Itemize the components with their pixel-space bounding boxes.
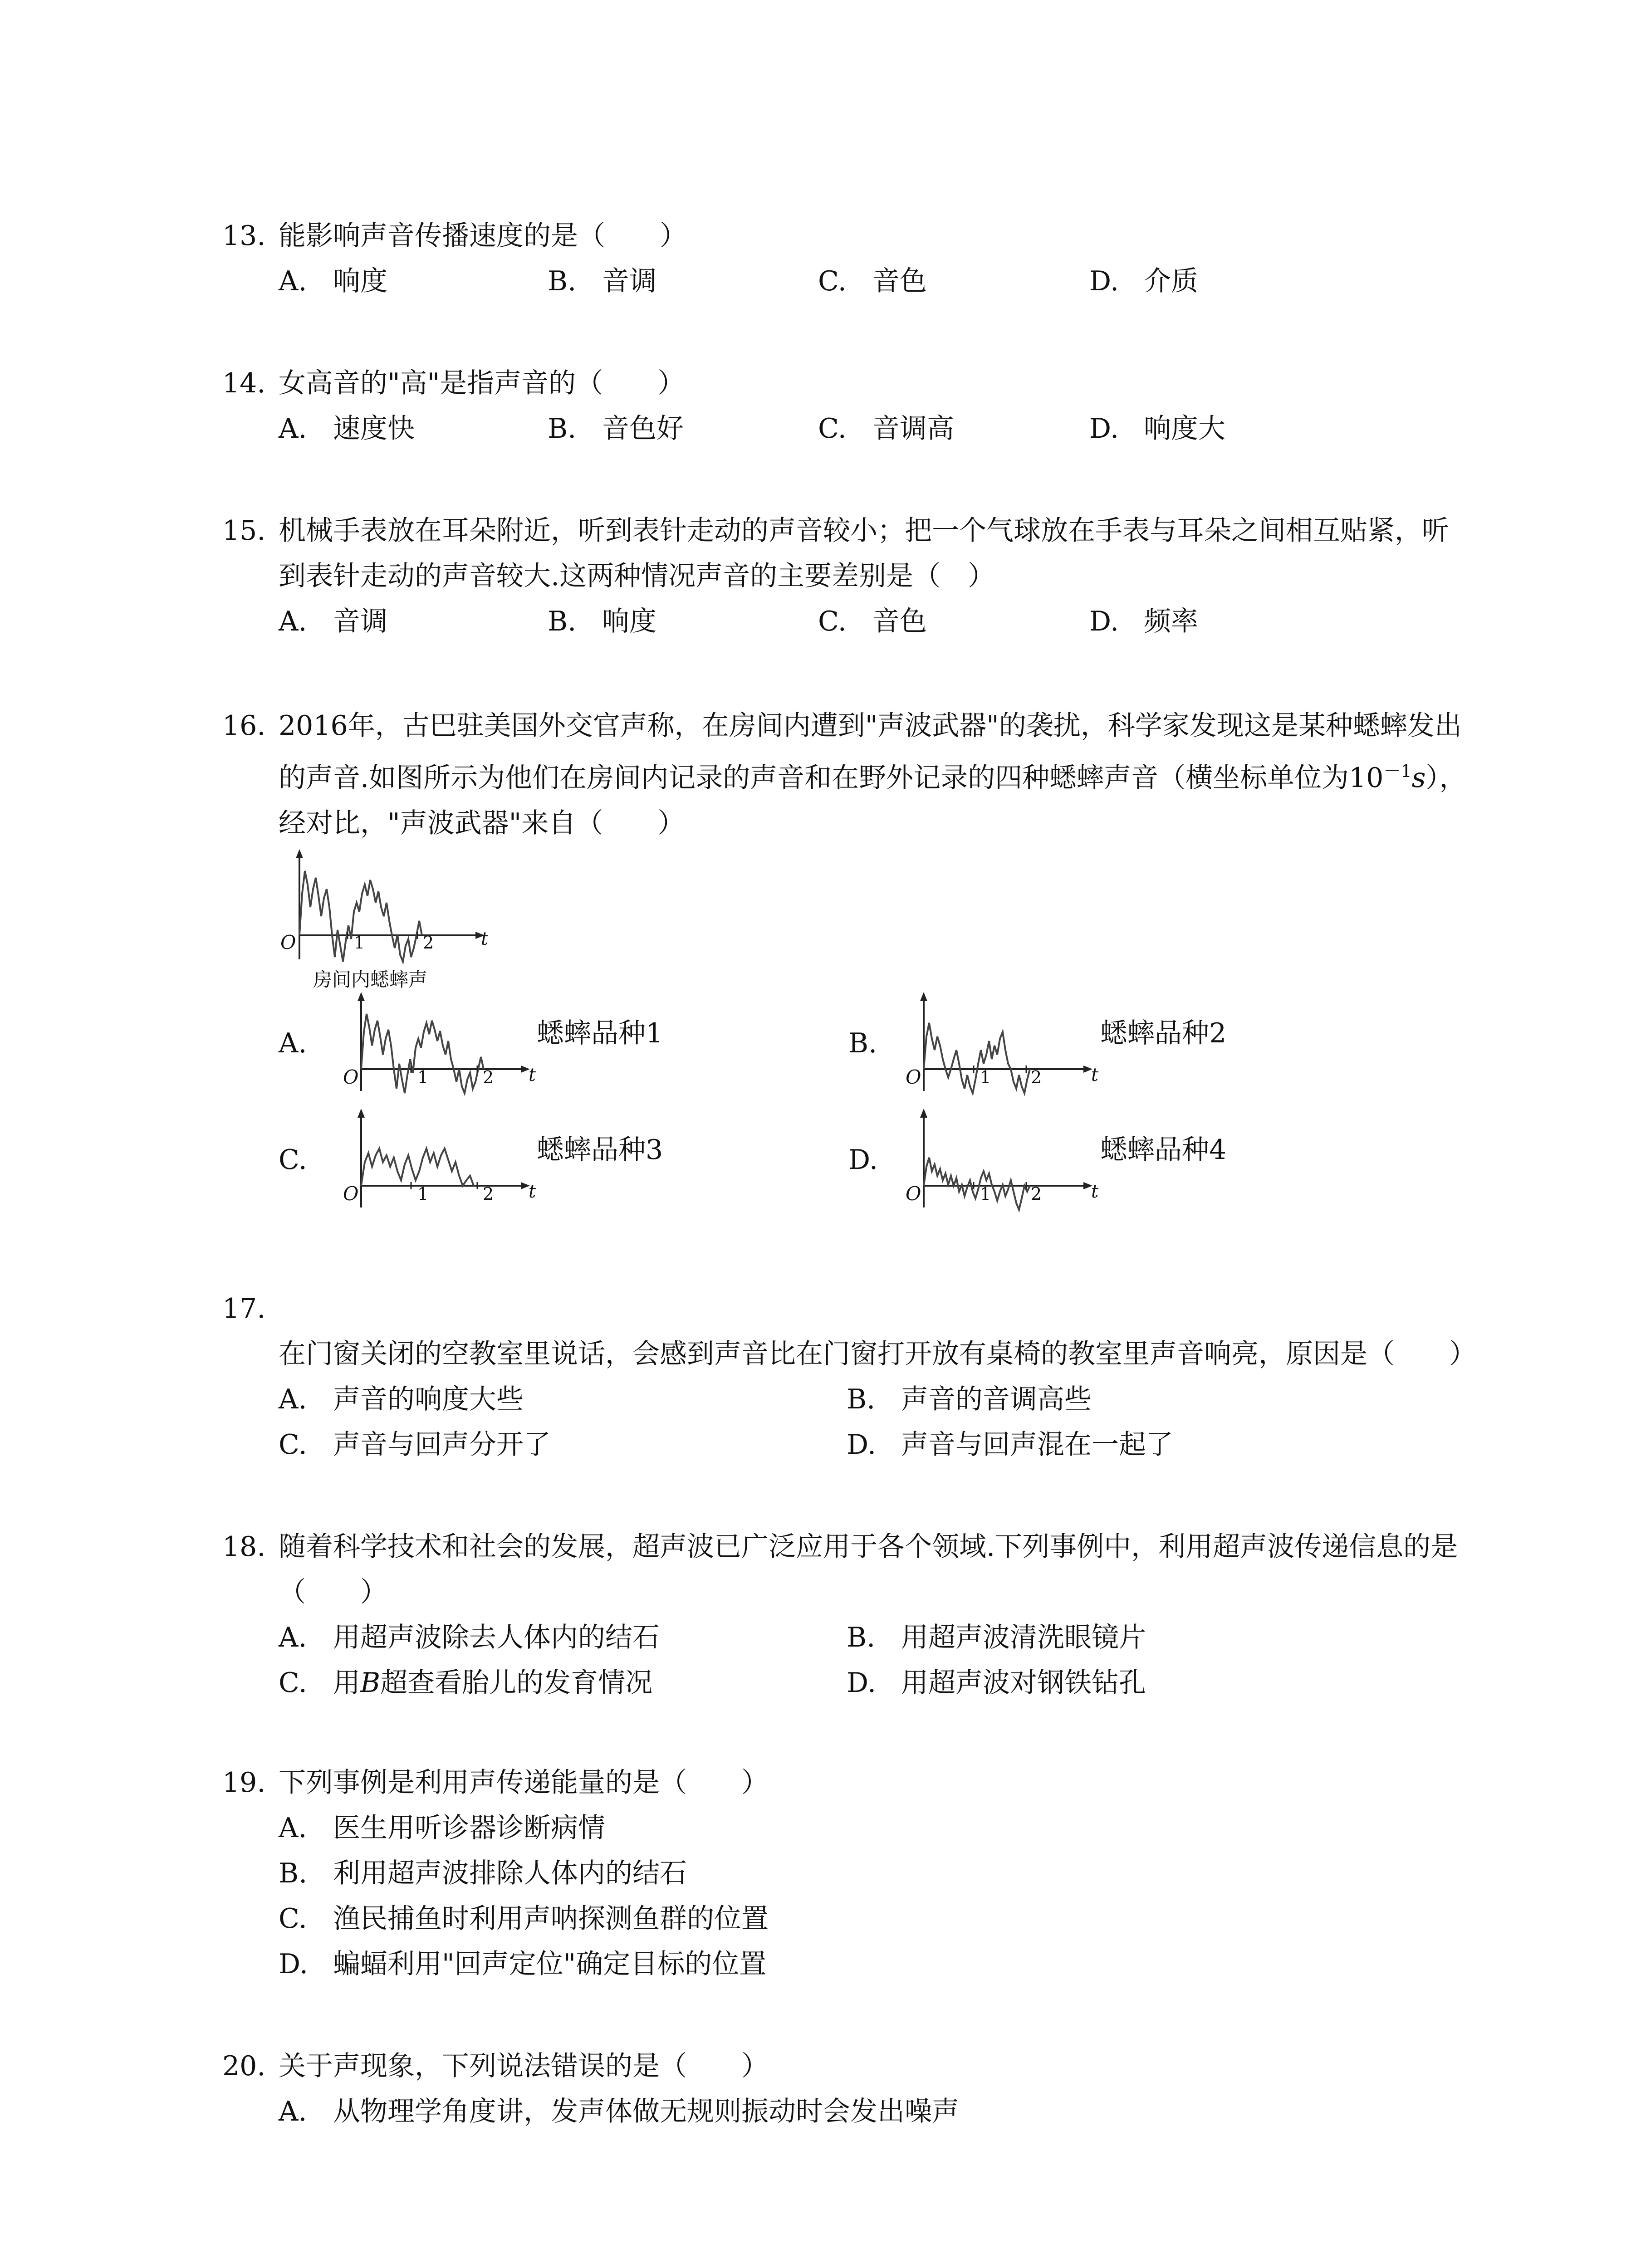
cricket-3-wave-graph <box>345 1112 544 1217</box>
option-row <box>222 2089 1470 2134</box>
option-d[interactable]: D. 响度大 <box>1089 413 1225 445</box>
t-axis-label: t <box>529 1065 536 1085</box>
tick-1-label: 1 <box>417 1067 429 1087</box>
tick-2-label: 2 <box>1031 1067 1042 1087</box>
option-d[interactable]: D. 频率 <box>1089 606 1198 637</box>
option-a[interactable]: A. <box>279 1027 307 1059</box>
room-wave-caption: 房间内蟋蟀声 <box>313 968 428 991</box>
option-row <box>222 1615 1470 1660</box>
option-b[interactable]: B. 响度 <box>548 606 656 637</box>
question-18 <box>222 1524 1470 1706</box>
tick-1-label: 1 <box>980 1067 991 1087</box>
option-b[interactable]: B. 声音的音调高些 <box>847 1383 1092 1415</box>
origin-label: O <box>343 1183 359 1205</box>
option-row <box>222 1851 1470 1896</box>
option-c[interactable]: C. 音色 <box>818 265 927 297</box>
question-stem: 16. 2016年，古巴驻美国外交官声称，在房间内遭到"声波武器"的袭扰，科学家发现这是某种蟋蟀发出的声音.如图所示为他们在房间内记录的声音和在野外记录的四种蟋蟀声音（横坐标单位为$10^{-1}s$），经对比，"声波武器"来自（ ） <box>222 710 1467 839</box>
cricket-4-wave-graph <box>907 1112 1107 1217</box>
question-15 <box>222 508 1470 644</box>
option-a[interactable]: A. 速度快 <box>279 413 415 445</box>
option-b[interactable]: B. 用超声波清洗眼镜片 <box>847 1622 1146 1653</box>
cricket-2-label: 蟋蟀品种2 <box>1100 1017 1227 1049</box>
option-b[interactable]: B. 利用超声波排除人体内的结石 <box>279 1857 687 1889</box>
option-row <box>222 406 1470 451</box>
origin-label: O <box>280 931 296 953</box>
t-axis-label: t <box>1091 1181 1099 1202</box>
tick-2-label: 2 <box>1031 1184 1042 1204</box>
t-axis-label: t <box>529 1181 536 1202</box>
question-stem: 15. 机械手表放在耳朵附近，听到表针走动的声音较小；把一个气球放在手表与耳朵之间相互贴紧，听到表针走动的声音较大.这两种情况声音的主要差别是（ ） <box>222 515 1449 592</box>
question-stem: 18. 随着科学技术和社会的发展，超声波已广泛应用于各个领域.下列事例中，利用超声波传递信息的是（ ） <box>222 1531 1458 1608</box>
option-a[interactable]: A. 响度 <box>279 265 387 297</box>
question-20 <box>222 2043 1470 2134</box>
origin-label: O <box>343 1066 359 1088</box>
cricket-1-wave-graph <box>345 996 544 1100</box>
cricket-4-label: 蟋蟀品种4 <box>1100 1134 1227 1166</box>
cricket-1-label: 蟋蟀品种1 <box>537 1017 663 1049</box>
option-c[interactable]: C. <box>279 1144 307 1176</box>
option-c[interactable]: C. 音色 <box>818 606 927 637</box>
option-row <box>222 259 1470 304</box>
option-a[interactable]: A. 用超声波除去人体内的结石 <box>279 1622 660 1653</box>
tick-2-label: 2 <box>483 1184 494 1204</box>
question-16 <box>222 703 1470 846</box>
tick-1-label: 1 <box>417 1184 429 1204</box>
tick-2-label: 2 <box>483 1067 494 1087</box>
origin-label: O <box>906 1183 921 1205</box>
option-b[interactable]: B. 音调 <box>548 265 656 297</box>
cricket-2-wave-graph <box>907 996 1107 1100</box>
question-stem: 19. 下列事例是利用声传递能量的是（ ） <box>222 1767 769 1799</box>
option-row <box>222 1422 1470 1467</box>
option-d[interactable]: D. 蝙蝠利用"回声定位"确定目标的位置 <box>279 1948 767 1980</box>
option-a[interactable]: A. 医生用听诊器诊断病情 <box>279 1812 605 1844</box>
question-stem: 17.在门窗关闭的空教室里说话，会感到声音比在门窗打开放有桌椅的教室里声音响亮，原因是（ ） <box>222 1293 1476 1370</box>
option-c[interactable]: C. 声音与回声分开了 <box>279 1429 551 1461</box>
option-c[interactable]: C. 渔民捕鱼时利用声呐探测鱼群的位置 <box>279 1903 769 1935</box>
tick-1-label: 1 <box>354 933 365 953</box>
question-stem: 14. 女高音的"高"是指声音的（ ） <box>222 367 685 399</box>
question-17 <box>222 1286 1476 1467</box>
question-19 <box>222 1760 1470 1987</box>
option-b[interactable]: B. 音色好 <box>548 413 684 445</box>
option-d[interactable]: D. 介质 <box>1089 265 1198 297</box>
room-wave-graph <box>280 853 499 991</box>
tick-1-label: 1 <box>980 1184 991 1204</box>
question-stem: 13. 能影响声音传播速度的是（ ） <box>222 220 687 252</box>
option-a[interactable]: A. 从物理学角度讲，发声体做无规则振动时会发出噪声 <box>279 2096 959 2127</box>
option-row <box>222 1941 1470 1987</box>
option-row <box>222 1377 1470 1422</box>
t-axis-label: t <box>1091 1065 1099 1085</box>
cricket-3-label: 蟋蟀品种3 <box>537 1134 663 1166</box>
question-14 <box>222 361 1470 451</box>
option-a[interactable]: A. 音调 <box>279 606 387 637</box>
option-d[interactable]: D. 声音与回声混在一起了 <box>847 1429 1173 1461</box>
option-d[interactable]: D. 用超声波对钢铁钻孔 <box>847 1667 1146 1699</box>
option-c[interactable]: C. 音调高 <box>818 413 954 445</box>
tick-2-label: 2 <box>423 933 434 953</box>
option-row <box>222 599 1470 644</box>
option-d[interactable]: D. <box>848 1144 878 1176</box>
origin-label: O <box>906 1066 921 1088</box>
question-13 <box>222 213 1470 304</box>
option-row <box>222 1660 1470 1706</box>
option-c[interactable]: C. 用B超查看胎儿的发育情况 <box>279 1667 653 1699</box>
option-row <box>222 1896 1470 1941</box>
t-axis-label: t <box>481 929 489 949</box>
option-b[interactable]: B. <box>848 1027 877 1059</box>
option-a[interactable]: A. 声音的响度大些 <box>279 1383 524 1415</box>
option-row <box>222 1805 1470 1851</box>
question-stem: 20. 关于声现象，下列说法错误的是（ ） <box>222 2050 769 2082</box>
